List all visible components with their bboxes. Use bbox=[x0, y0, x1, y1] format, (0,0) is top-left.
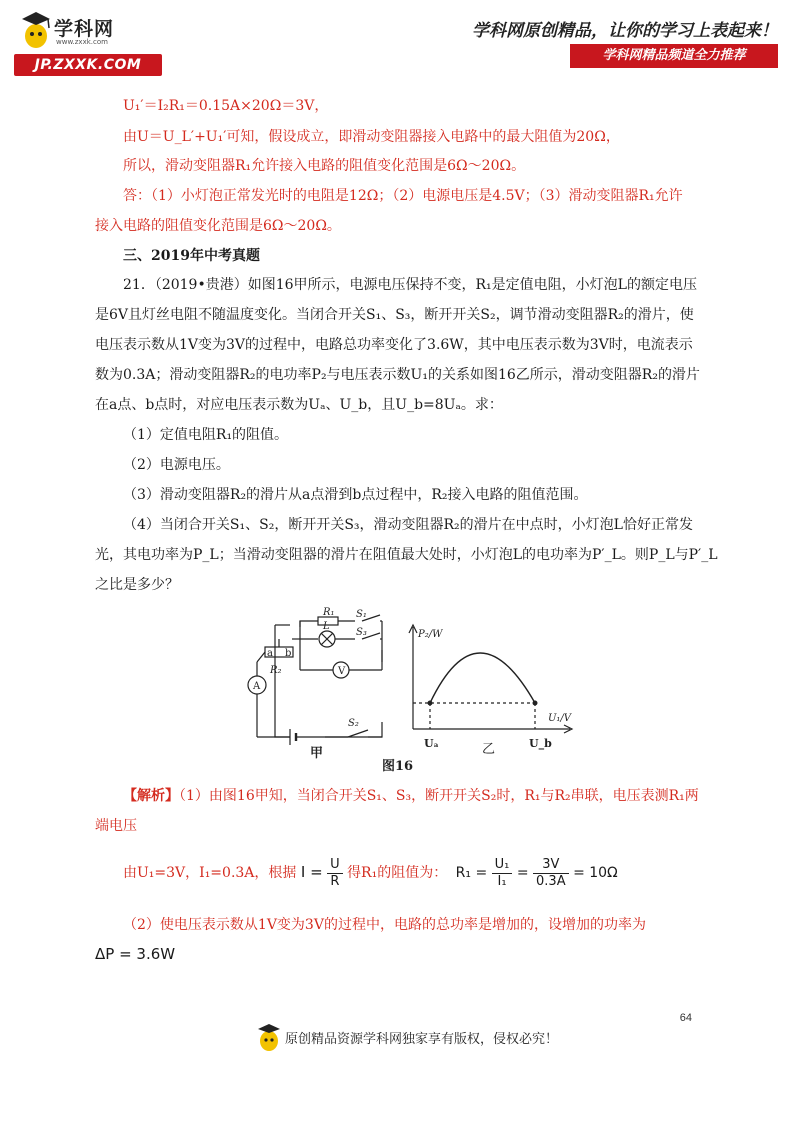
formula-value-fraction bbox=[533, 857, 569, 890]
question-line-2: 是6V且灯丝电阻不随温度变化。当闭合开关S₁、S₃，断开开关S₂，调节滑动变阻器R₂的滑片，使 bbox=[95, 307, 694, 323]
label-ammeter: A bbox=[253, 681, 261, 692]
solution-formula-row bbox=[123, 852, 618, 894]
answer-line-3: 所以，滑动变阻器R₁允许接入电路的阻值变化范围是6Ω～20Ω。 bbox=[123, 158, 526, 174]
label-r1: R₁ bbox=[323, 607, 335, 618]
solution-text-1: （1）由图16甲知，当闭合开关S₁、S₃，断开开关S₂时，R₁与R₂串联，电压表测R₁两 bbox=[179, 788, 699, 804]
subquestion-4-line-3: 之比是多少？ bbox=[95, 577, 179, 593]
solution-line-5: ΔP = 3.6W bbox=[95, 945, 176, 963]
footer-copyright: 原创精品资源学科网独家享有版权，侵权必究！ bbox=[285, 1032, 559, 1047]
question-line-4: 数为0.3A；滑动变阻器R₂的电功率P₂与电压表示数U₁的关系如图16乙所示，滑动变阻器R₂的滑片 bbox=[95, 367, 700, 383]
label-r2: R₂ bbox=[270, 665, 282, 676]
solution-tag: 【解析】 bbox=[123, 788, 179, 804]
circuit-labels bbox=[252, 607, 367, 729]
formula-denominator-r: R bbox=[330, 873, 340, 889]
header-slogan: 学科网原创精品，让你的学习上表起来！ bbox=[472, 21, 778, 41]
subquestion-4-line-2: 光，其电功率为P_L；当滑动变阻器的滑片在阻值最大处时，小灯泡L的电功率为P′_L。则P_L与P′_L bbox=[95, 547, 718, 563]
point-b bbox=[533, 701, 538, 706]
subquestion-4-line-1: （4）当闭合开关S₁、S₂，断开开关S₃，滑动变阻器R₂的滑片在中点时，小灯泡L恰好正常发 bbox=[123, 517, 693, 533]
formula-numerator-3v: 3V bbox=[533, 857, 569, 874]
figure-16 bbox=[230, 607, 590, 777]
label-a-point: a bbox=[267, 648, 273, 659]
formula-r1-lhs: R₁ = bbox=[455, 865, 488, 881]
site-logo[interactable] bbox=[14, 10, 164, 76]
y-axis-label: P₂/W bbox=[418, 629, 443, 640]
tick-ua: Uₐ bbox=[424, 737, 439, 750]
formula-denominator-03a: 0.3A bbox=[536, 873, 566, 889]
solution-line-2: 端电压 bbox=[95, 818, 137, 834]
question-line-5: 在a点、b点时，对应电压表示数为Uₐ、U_b，且U_b=8Uₐ。求： bbox=[95, 397, 503, 413]
logo-subtext: www.zxxk.com bbox=[56, 38, 108, 46]
label-voltmeter: V bbox=[338, 666, 346, 677]
solution-line-1 bbox=[123, 786, 699, 806]
formula-equals: = bbox=[516, 865, 529, 881]
logo-text: 学科网 bbox=[54, 18, 115, 40]
formula-numerator-u1: U₁ bbox=[492, 857, 513, 874]
formula-ohm-fraction bbox=[327, 857, 343, 890]
answer-line-1: U₁′＝I₂R₁＝0.15A×20Ω＝3V， bbox=[123, 98, 329, 114]
figure-caption: 图16 bbox=[382, 759, 414, 774]
header-banner: 学科网精品频道全力推荐 bbox=[570, 44, 778, 68]
answer-line-5: 接入电路的阻值变化范围是6Ω～20Ω。 bbox=[95, 218, 341, 234]
label-lamp: L bbox=[323, 621, 330, 632]
label-s2: S₂ bbox=[348, 718, 359, 729]
answer-line-4: 答：（1）小灯泡正常发光时的电阻是12Ω；（2）电源电压是4.5V；（3）滑动变阻器R₁允许 bbox=[123, 188, 683, 204]
formula-r1-fraction bbox=[492, 857, 513, 890]
scholar-mascot-icon bbox=[18, 10, 54, 50]
formula-prefix: 由U₁=3V，I₁=0.3A，根据 bbox=[123, 865, 297, 881]
formula-denominator-i1: I₁ bbox=[497, 873, 507, 889]
formula-result: = 10Ω bbox=[573, 865, 618, 881]
scholar-mascot-icon bbox=[255, 1022, 283, 1052]
subquestion-1: （1）定值电阻R₁的阻值。 bbox=[123, 427, 289, 443]
solution-line-4: （2）使电压表示数从1V变为3V的过程中，电路的总功率是增加的，设增加的功率为 bbox=[123, 917, 646, 933]
label-b-point: b bbox=[285, 648, 292, 659]
question-line-3: 电压表示数从1V变为3V的过程中，电路总功率变化了3.6W，其中电压表示数为3V时，电流表示 bbox=[95, 337, 693, 353]
label-jia: 甲 bbox=[310, 746, 324, 761]
formula-middle: 得R₁的阻值为： bbox=[347, 865, 448, 881]
label-s1: S₁ bbox=[356, 609, 367, 620]
tick-ub: U_b bbox=[529, 737, 552, 750]
subquestion-3: （3）滑动变阻器R₂的滑片从a点滑到b点过程中，R₂接入电路的阻值范围。 bbox=[123, 487, 588, 503]
x-axis-label: U₁/V bbox=[548, 713, 572, 724]
formula-numerator-u: U bbox=[327, 857, 343, 874]
subquestion-2: （2）电源电压。 bbox=[123, 457, 230, 473]
section-heading: 三、2019年中考真题 bbox=[123, 248, 260, 264]
label-yi: 乙 bbox=[482, 742, 496, 757]
point-a bbox=[428, 701, 433, 706]
question-line-1: 21．（2019•贵港）如图16甲所示，电源电压保持不变，R₁是定值电阻，小灯泡L的额定电压 bbox=[123, 277, 697, 293]
logo-url[interactable]: JP.ZXXK.COM bbox=[14, 54, 162, 76]
formula-ohm-lhs: I = bbox=[300, 863, 323, 881]
label-s3: S₃ bbox=[356, 627, 367, 638]
page-number: 64 bbox=[679, 1012, 692, 1024]
answer-line-2: 由U＝U_L′+U₁′可知，假设成立，即滑动变阻器接入电路中的最大阻值为20Ω， bbox=[123, 129, 620, 145]
